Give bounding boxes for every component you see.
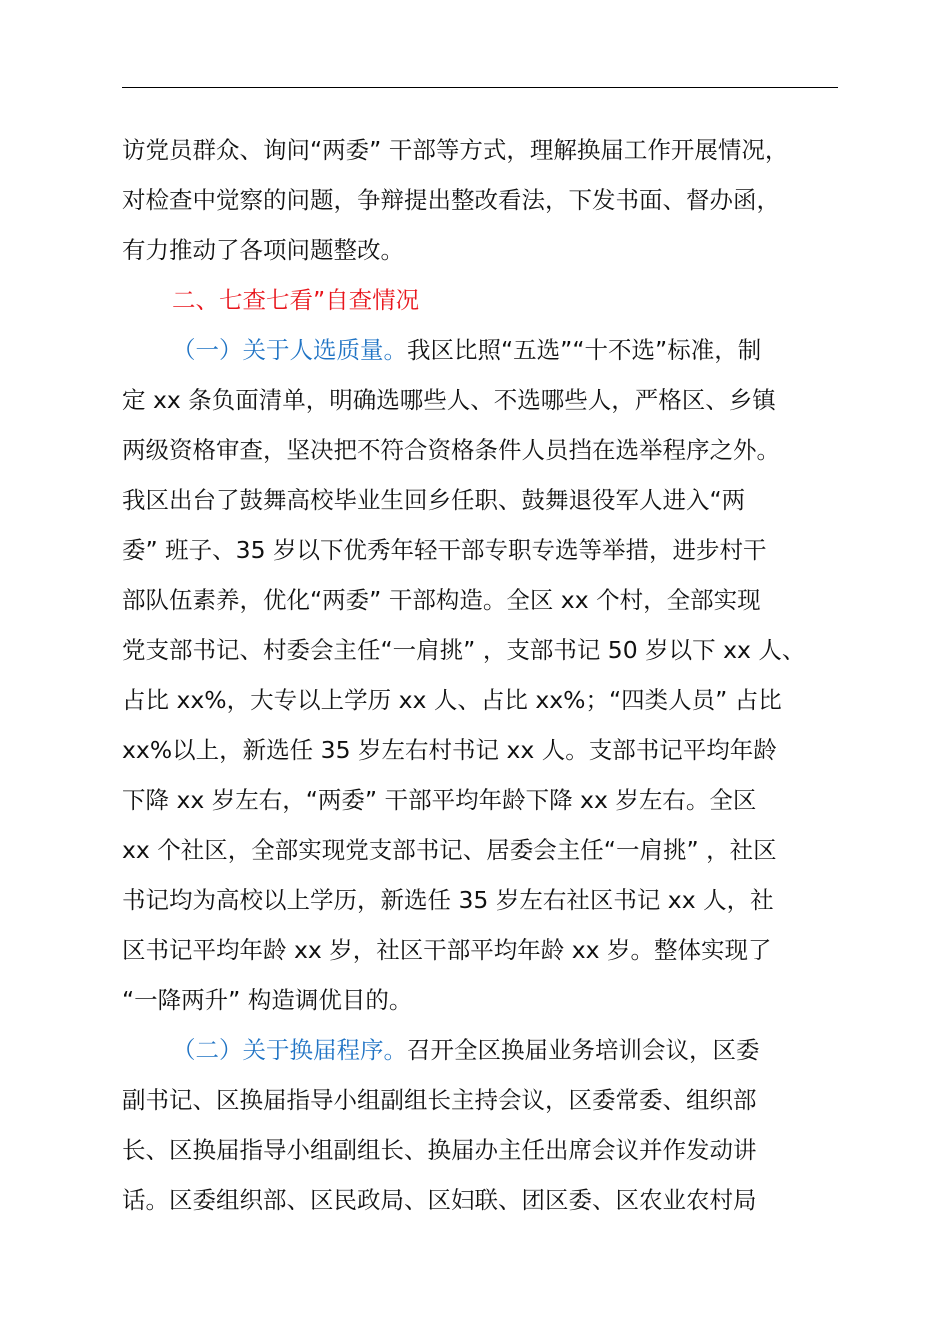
body-line-19: 副书记、区换届指导小组副组长主持会议，区委常委、组织部 (122, 1086, 757, 1114)
subheading-personnel-quality: （一）关于人选质量。 (172, 336, 407, 364)
body-line-10: 党支部书记、村委会主任“一肩挑” ，支部书记 50 岁以下 xx 人、 (122, 636, 806, 664)
body-line-20: 长、区换届指导小组副组长、换届办主任出席会议并作发动讲 (122, 1136, 757, 1164)
body-line-11: 占比 xx%，大专以上学历 xx 人、占比 xx%；“四类人员” 占比 (122, 686, 782, 714)
body-line-21: 话。区委组织部、区民政局、区妇联、团区委、区农业农村局 (122, 1186, 757, 1214)
body-line-15: 书记均为高校以上学历，新选任 35 岁左右社区书记 xx 人，社 (122, 886, 774, 914)
body-line-2: 对检查中觉察的问题，争辩提出整改看法，下发书面、督办函， (122, 186, 780, 214)
body-line-14: xx 个社区，全部实现党支部书记、居委会主任“一肩挑” ，社区 (122, 836, 777, 864)
body-line-5: 定 xx 条负面清单，明确选哪些人、不选哪些人，严格区、乡镇 (122, 386, 776, 414)
body-line-17: “一降两升” 构造调优目的。 (122, 986, 413, 1014)
paragraph-2-first-line (172, 1030, 760, 1070)
section-heading-2: 二、七查七看”自查情况 (172, 286, 420, 314)
header-rule (122, 87, 838, 88)
body-line-1: 访党员群众、询问“两委” 干部等方式，理解换届工作开展情况， (122, 136, 789, 164)
paragraph-1-first-line (172, 330, 761, 370)
paragraph-1-text-start: 我区比照“五选”“十不选”标准，制 (407, 336, 762, 364)
body-line-7: 我区出台了鼓舞高校毕业生回乡任职、鼓舞退役军人进入“两 (122, 486, 746, 514)
body-line-12: xx%以上，新选任 35 岁左右村书记 xx 人。支部书记平均年龄 (122, 736, 777, 764)
body-line-6: 两级资格审查，坚决把不符合资格条件人员挡在选举程序之外。 (122, 436, 780, 464)
body-line-9: 部队伍素养，优化“两委” 干部构造。全区 xx 个村，全部实现 (122, 586, 761, 614)
body-line-16: 区书记平均年龄 xx 岁，社区干部平均年龄 xx 岁。整体实现了 (122, 936, 772, 964)
body-line-3: 有力推动了各项问题整改。 (122, 236, 404, 264)
body-line-8: 委” 班子、35 岁以下优秀年轻干部专职专选等举措，进步村干 (122, 536, 767, 564)
subheading-election-procedure: （二）关于换届程序。 (172, 1036, 407, 1064)
body-line-13: 下降 xx 岁左右，“两委” 干部平均年龄下降 xx 岁左右。全区 (122, 786, 757, 814)
paragraph-2-text-start: 召开全区换届业务培训会议，区委 (407, 1036, 760, 1064)
